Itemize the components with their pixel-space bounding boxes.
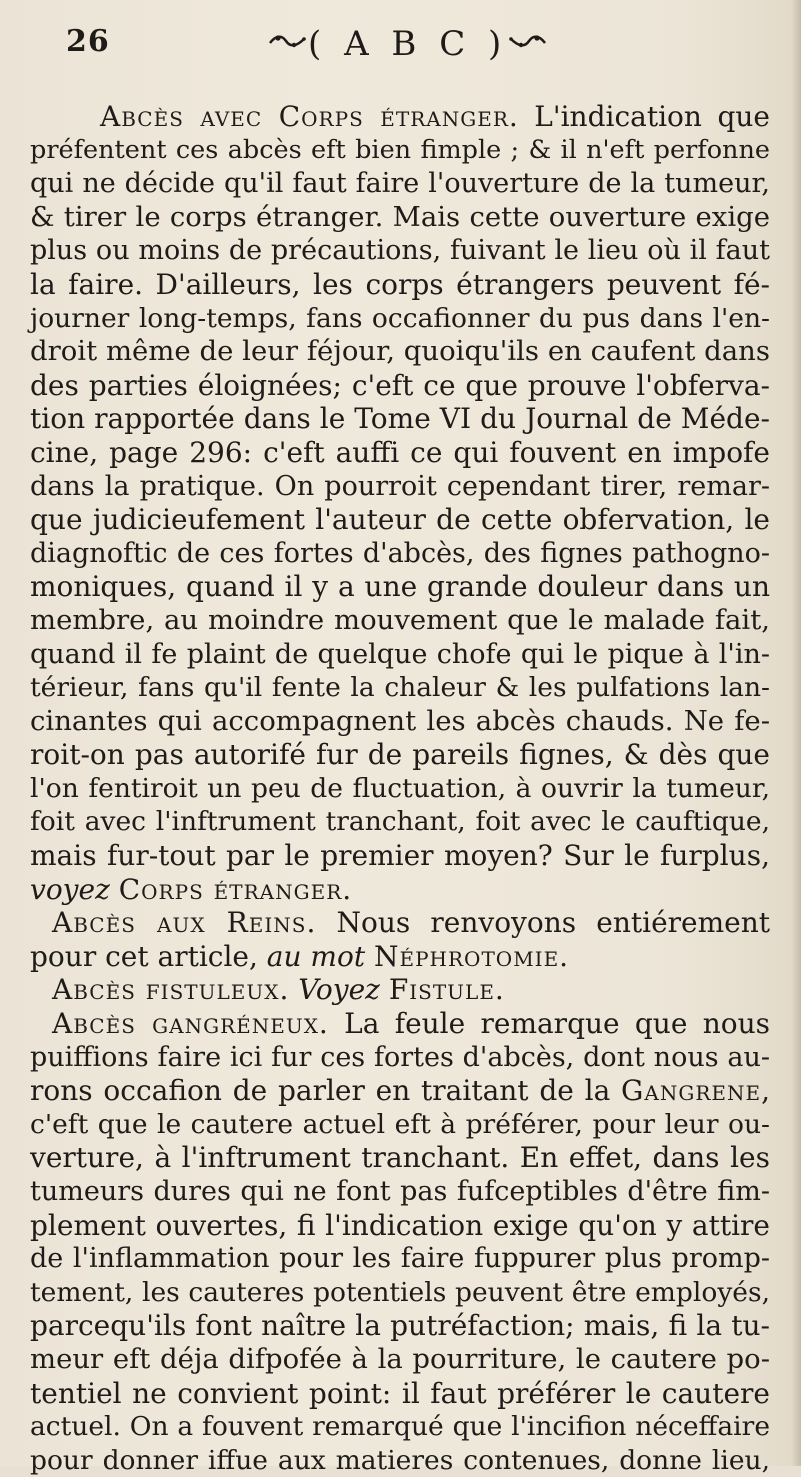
text-line [30,839,770,873]
text-line [30,201,770,235]
text-run: membre, au moindre mouvement que le malade fait, [30,603,770,636]
text-run: moniques, quand il y a une grande douleur dans un [30,570,770,604]
text-run: actuel. On a fouvent remarqué que l'incifion néceffaire [30,1411,770,1443]
italic-text: voyez [30,872,110,906]
running-head-letters: ( A B C ) [308,24,508,64]
text-run: parcequ'ils font naître la putréfaction; mais, fi la tu- [30,1309,770,1343]
text-run: droit même de leur féjour, quoiqu'ils en caufent dans [30,335,770,368]
text-run: qui ne décide qu'il faut faire l'ouverture de la tumeur, [30,168,770,200]
text-line [30,1343,770,1377]
text-line [30,1444,770,1477]
text-run: & tirer le corps étranger. Mais cette ouverture exige [30,200,770,233]
text-line [30,302,770,336]
text-line [30,234,770,268]
text-line [30,1007,770,1041]
text-run: térieur, fans qu'il fente la chaleur & les pulfations lan- [30,672,770,704]
text-run [110,873,119,906]
text-run: meur eft déja difpofée à la pourriture, le cautere po- [30,1342,770,1375]
text-run: diagnoftic de ces fortes d'abcès, des fignes pathogno- [30,537,770,569]
text-run: roit-on pas autorifé fur de pareils fignes, & dès que [30,738,770,772]
text-line [30,973,770,1007]
text-line [30,873,770,907]
text-run: L'indication que [518,100,770,133]
text-run [365,940,374,973]
text-line [30,134,770,168]
text-line [30,436,770,470]
text-line [30,470,770,504]
text-line [30,369,770,403]
text-run [289,973,298,1006]
text-run: tentiel ne convient point: il faut préférer le cautere [30,1376,770,1410]
fleuron-right-icon [507,29,547,57]
text-run: c'eft que le cautere actuel eft à préférer, pour leur ou- [30,1108,770,1140]
text-line [30,503,770,537]
small-caps-text: Néphrotomie. [374,939,570,973]
text-run: puiffions faire ici fur ces fortes d'abcès, dont nous au- [30,1041,770,1073]
text-run [380,973,389,1006]
text-run: mais fur-tout par le premier moyen? Sur le furplus, [30,839,770,873]
text-line [30,335,770,369]
text-run: , [761,1074,770,1108]
small-caps-text: Gangrene [621,1074,762,1108]
page-header [0,24,801,68]
text-line [30,1209,770,1243]
text-run: verture, à l'inftrument tranchant. En effet, dans les [30,1141,770,1175]
text-line [30,1041,770,1075]
text-run: que judicieufement l'auteur de cette obfervation, le [30,503,770,537]
text-line [30,1141,770,1175]
text-run: tumeurs dures qui ne font pas fufceptibles d'être fim- [30,1176,770,1207]
text-run: Nous renvoyons entiérement [316,906,770,940]
text-run: rons occafion de parler en traitant de la [30,1074,622,1108]
page-number: 26 [66,24,110,59]
running-head [268,24,547,64]
text-line [30,1175,770,1209]
text-line [30,167,770,201]
text-run: pour cet article, [30,939,267,973]
text-line [30,604,770,638]
text-line [30,772,770,806]
text-run: cine, page 296: c'eft auffi ce qui fouvent en impofe [30,435,770,469]
text-run: préfentent ces abcès eft bien fimple ; & il n'eft perfonne [30,134,770,165]
small-caps-text: Abcès gangréneux. [52,1007,329,1041]
text-line [30,1309,770,1343]
italic-text: au mot [266,939,366,973]
text-run: cinantes qui accompagnent les abcès chauds. Ne fe- [30,704,770,737]
text-line [30,906,770,940]
body-text [30,100,770,1477]
text-run: des parties éloignées; c'eft ce que prouve l'obferva- [30,368,770,402]
text-line [30,705,770,739]
text-run: quand il fe plaint de quelque chofe qui le pique à l'in- [30,638,770,670]
text-line [30,100,770,134]
text-line [30,268,770,302]
text-run: tion rapportée dans le Tome VI du Journal de Méde- [30,402,770,436]
text-line [30,940,770,974]
small-caps-text: Corps étranger. [118,872,353,906]
text-run: l'on fentiroit un peu de fluctuation, à ouvrir la tumeur, [30,772,770,804]
small-caps-text: Abcès avec Corps étranger. [100,100,519,133]
text-run: foit avec l'inftrument tranchant, foit avec le cauftique, [30,806,770,838]
text-run: de l'inflammation pour les faire fuppurer plus promp- [30,1243,770,1275]
text-line [30,1108,770,1142]
text-line [30,1242,770,1276]
text-run: plement ouvertes, fi l'indication exige qu'on y attire [30,1208,770,1242]
text-run: plus ou moins de précautions, fuivant le lieu où il faut [30,235,770,267]
text-line [30,537,770,571]
text-line [30,805,770,839]
text-line [30,1074,770,1108]
text-run: la faire. D'ailleurs, les corps étrangers peuvent fé- [30,267,770,301]
text-run: tement, les cauteres potentiels peuvent être employés, [30,1276,770,1308]
text-line [30,1410,770,1444]
small-caps-text: Abcès fistuleux. [52,973,290,1007]
text-line [30,671,770,705]
page-edge-shadow [791,0,801,1466]
text-line [30,1377,770,1411]
text-line [30,1276,770,1310]
text-run: pour donner iffue aux matieres contenues, donne lieu, [30,1444,770,1476]
text-run: dans la pratique. On pourroit cependant tirer, remar- [30,470,770,502]
text-run: La feule remarque que nous [328,1007,770,1041]
small-caps-text: Abcès aux Reins. [52,906,317,940]
text-line [30,570,770,604]
small-caps-text: Fistule. [388,973,505,1007]
text-line [30,638,770,672]
text-run: journer long-temps, fans occafionner du pus dans l'en- [30,302,770,334]
italic-text: Voyez [298,973,380,1007]
fleuron-left-icon [268,29,308,57]
text-line [30,738,770,772]
text-line [30,402,770,436]
